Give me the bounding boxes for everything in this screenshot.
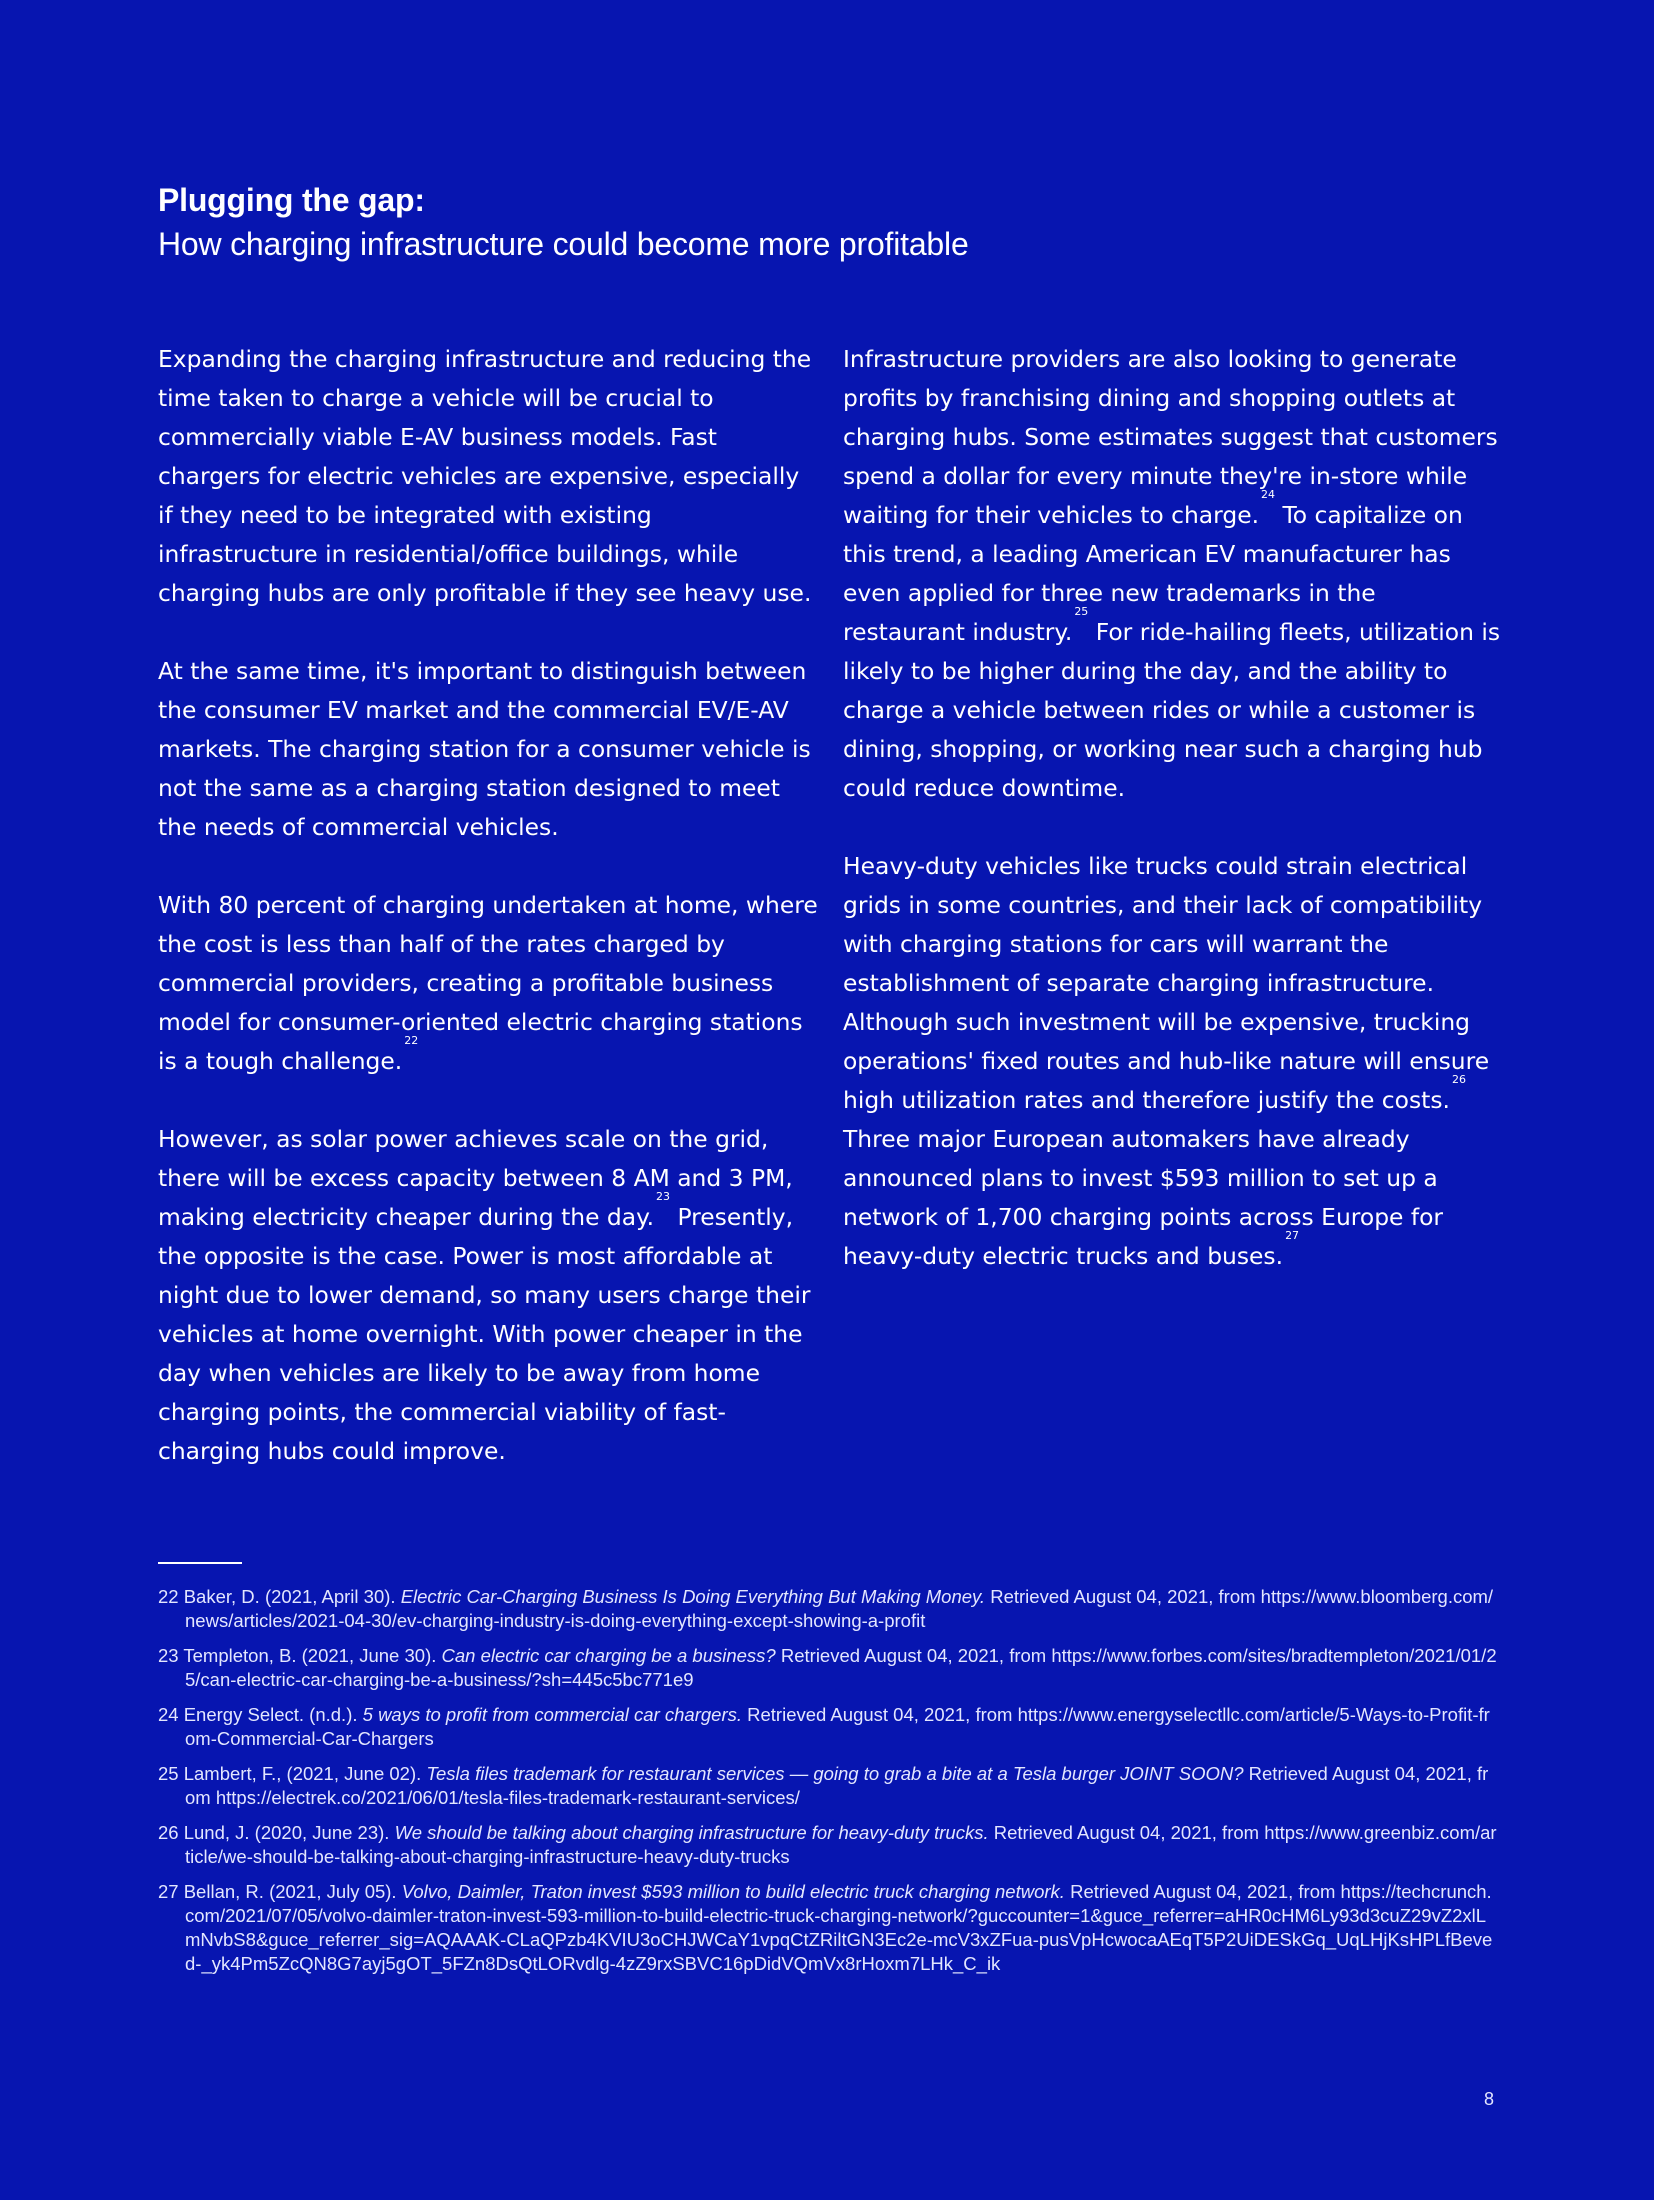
footnote-ref[interactable]: 22 xyxy=(404,1034,419,1047)
footnote-ref[interactable]: 23 xyxy=(656,1190,671,1203)
paragraph: Infrastructure providers are also looking to generate profits by franchising dining and shopping outlets at charging hubs. Some estimates suggest that customers spend a dollar for every minute they're in-store while waiting for their vehicles to charge.$^{24}$ To capitalize on this trend, a leading American EV manufacturer has even applied for three new trademarks in the restaurant industry.$^{25}$ For ride-hailing fleets, utilization is likely to be higher during the day, and the ability to charge a vehicle between rides or while a customer is dining, shopping, or working near such a charging hub could reduce downtime. xyxy=(843,345,1501,802)
footnote-link[interactable]: Retrieved August 04, 2021, from https://techcrunch.com/2021/07/05/volvo-daimler-traton-invest-593-million-to-build-electric-truck-charging-network/?guccounter=1&guce_referrer=aHR0cHM6Ly93d3cuZ29vZ2xlLmNvbS8&guce_referrer_sig=AQAAAK-CLaQPzb4KVIU3oCHJWCaY1vpqCtZRiltGN3Ec2e-mcV3xZFua-pusVpHcwocaAEqT5P2UiDESkGq_UqLHjKsHPLfBeved-_yk4Pm5ZcQN8G7ayj5gOT_5FZn8DsQtLORvdlg-4zZ9rxSBVC16pDidVQmVx8rHoxm7LHk_C_ik xyxy=(185,1881,1493,1974)
page-subtitle: How charging infrastructure could become more profitable xyxy=(158,226,969,262)
footnote-link[interactable]: Retrieved August 04, 2021, from https://www.forbes.com/sites/bradtempleton/2021/01/25/can-electric-car-charging-be-a-business/?sh=445c5bc771e9 xyxy=(185,1645,1497,1690)
footnote-link[interactable]: Retrieved August 04, 2021, from https://www.bloomberg.com/news/articles/2021-04-30/ev-charging-industry-is-doing-everything-except-showing-a-profit xyxy=(185,1586,1494,1631)
heading-block xyxy=(158,178,1498,266)
footnote-ref[interactable]: 25 xyxy=(1074,605,1089,618)
footnote-item: 25 Lambert, F., (2021, June 02). Tesla files trademark for restaurant services — going to grab a bite at a Tesla burger JOINT SOON? Retrieved August 04, 2021, from https://electrek.co/2021/06/01/tesla-files-trademark-restaurant-services/ xyxy=(158,1763,1489,1808)
footnote-divider xyxy=(158,1562,242,1564)
paragraph: Expanding the charging infrastructure and reducing the time taken to charge a vehicle will be crucial to commercially viable E-AV business models. Fast chargers for electric vehicles are expensive, especially if they need to be integrated with existing infrastructure in residential/office buildings, while charging hubs are only profitable if they see heavy use. xyxy=(158,345,812,607)
footnote-link[interactable]: Retrieved August 04, 2021, from https://electrek.co/2021/06/01/tesla-files-trademark-restaurant-services/ xyxy=(185,1763,1489,1808)
right-column xyxy=(843,340,1503,1315)
footnote-link[interactable]: Retrieved August 04, 2021, from https://www.greenbiz.com/article/we-should-be-talking-about-charging-infrastructure-heavy-duty-trucks xyxy=(185,1822,1497,1867)
paragraph: Heavy-duty vehicles like trucks could strain electrical grids in some countries, and their lack of compatibility with charging stations for cars will warrant the establishment of separate charging infrastructure. Although such investment will be expensive, trucking operations' fixed routes and hub-like nature will ensure high utilization rates and therefore justify the costs.$^{26}$ Three major European automakers have already announced plans to invest $593 million to set up a network of 1,700 charging points across Europe for heavy-duty electric trucks and buses.$^{27}$ xyxy=(843,852,1490,1270)
paragraph: At the same time, it's important to distinguish between the consumer EV market and the commercial EV/E-AV markets. The charging station for a consumer vehicle is not the same as a charging station designed to meet the needs of commercial vehicles. xyxy=(158,657,811,841)
page-title: Plugging the gap: xyxy=(158,182,425,218)
footnote-item: 22 Baker, D. (2021, April 30). Electric Car-Charging Business Is Doing Everything But Making Money. Retrieved August 04, 2021, from https://www.bloomberg.com/news/articles/2021-04-30/ev-charging-industry-is-doing-everything-except-showing-a-profit xyxy=(158,1586,1494,1631)
footnotes xyxy=(158,1585,1498,1987)
footnote-link[interactable]: Retrieved August 04, 2021, from https://www.energyselectllc.com/article/5-Ways-to-Profit-from-Commercial-Car-Chargers xyxy=(185,1704,1490,1749)
footnote-item: 23 Templeton, B. (2021, June 30). Can electric car charging be a business? Retrieved August 04, 2021, from https://www.forbes.com/sites/bradtempleton/2021/01/25/can-electric-car-charging-be-a-business/?sh=445c5bc771e9 xyxy=(158,1645,1497,1690)
footnote-item: 24 Energy Select. (n.d.). 5 ways to profit from commercial car chargers. Retrieved August 04, 2021, from https://www.energyselectllc.com/article/5-Ways-to-Profit-from-Commercial-Car-Chargers xyxy=(158,1704,1490,1749)
footnote-item: 27 Bellan, R. (2021, July 05). Volvo, Daimler, Traton invest $593 million to build electric truck charging network. Retrieved August 04, 2021, from https://techcrunch.com/2021/07/05/volvo-daimler-traton-invest-593-million-to-build-electric-truck-charging-network/?guccounter=1&guce_referrer=aHR0cHM6Ly93d3cuZ29vZ2xlLmNvbS8&guce_referrer_sig=AQAAAK-CLaQPzb4KVIU3oCHJWCaY1vpqCtZRiltGN3Ec2e-mcV3xZFua-pusVpHcwocaAEqT5P2UiDESkGq_UqLHjKsHPLfBeved-_yk4Pm5ZcQN8G7ayj5gOT_5FZn8DsQtLORvdlg-4zZ9rxSBVC16pDidVQmVx8rHoxm7LHk_C_ik xyxy=(158,1881,1493,1974)
footnote-ref[interactable]: 27 xyxy=(1285,1229,1300,1242)
left-column xyxy=(158,340,818,1510)
paragraph: With 80 percent of charging undertaken at home, where the cost is less than half of the rates charged by commercial providers, creating a profitable business model for consumer-oriented electric charging stations is a tough challenge.$^{22}$ xyxy=(158,891,818,1075)
footnote-ref[interactable]: 26 xyxy=(1451,1073,1466,1086)
footnote-item: 26 Lund, J. (2020, June 23). We should be talking about charging infrastructure for heavy-duty trucks. Retrieved August 04, 2021, from https://www.greenbiz.com/article/we-should-be-talking-about-charging-infrastructure-heavy-duty-trucks xyxy=(158,1822,1497,1867)
page-number: 8 xyxy=(1484,2089,1495,2109)
paragraph: However, as solar power achieves scale on the grid, there will be excess capacity between 8 AM and 3 PM, making electricity cheaper during the day.$^{23}$ Presently, the opposite is the case. Power is most affordable at night due to lower demand, so many users charge their vehicles at home overnight. With power cheaper in the day when vehicles are likely to be away from home charging points, the commercial viability of fast-charging hubs could improve. xyxy=(158,1125,811,1465)
footnote-ref[interactable]: 24 xyxy=(1261,488,1276,501)
